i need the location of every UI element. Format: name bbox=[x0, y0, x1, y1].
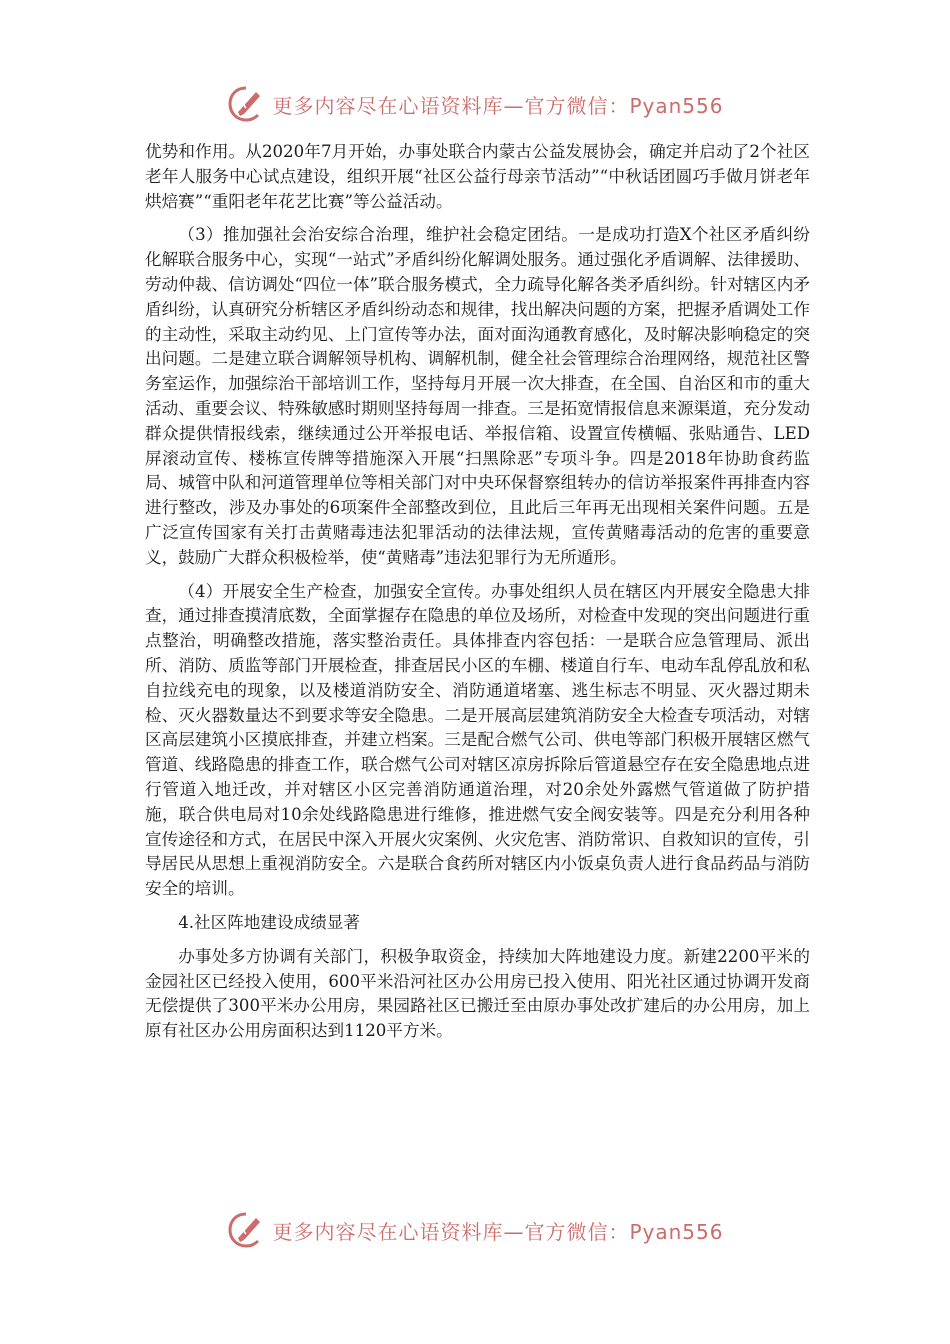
paragraph-social-security: （3）推加强社会治安综合治理，维护社会稳定团结。一是成功打造X个社区矛盾纠纷化解联合服务中心，实现“一站式”矛盾纠纷化解调处服务。通过强化矛盾调解、法律援助、劳动仲裁、信访调处“四位一体”联合服务模式，全力疏导化解各类矛盾纠纷。针对辖区内矛盾纠纷，认真研究分析辖区矛盾纠纷动态和规律，找出解决问题的方案，把握矛盾调处工作的主动性，采取主动约见、上门宣传等办法，面对面沟通教育感化，及时解决影响稳定的突出问题。二是建立联合调解领导机构、调解机制，健全社会管理综合治理网络，规范社区警务室运作，加强综治干部培训工作，坚持每月开展一次大排查，在全国、自治区和市的重大活动、重要会议、特殊敏感时期则坚持每周一排查。三是拓宽情报信息来源渠道，充分发动群众提供情报线索，继续通过公开举报电话、举报信箱、设置宣传横幅、张贴通告、LED屏滚动宣传、楼栋宣传牌等措施深入开展“扫黑除恶”专项斗争。四是2018年协助食药监局、城管中队和河道管理单位等相关部门对中央环保督察组转办的信访举报案件再排查内容进行整改，涉及办事处的6项案件全部整改到位，且此后三年再无出现相关案件问题。五是广泛宣传国家有关打击黄赌毒违法犯罪活动的法律法规，宣传黄赌毒活动的危害的重要意义，鼓励广大群众积极检举，使“黄赌毒”违法犯罪行为无所遁形。 bbox=[145, 225, 810, 567]
document-body bbox=[145, 140, 810, 1044]
header-banner bbox=[0, 82, 950, 126]
paragraph-continuation: 优势和作用。从2020年7月开始，办事处联合内蒙古公益发展协会，确定并启动了2个社区老年人服务中心试点建设，组织开展“社区公益行母亲节活动”“中秋话团圆巧手做月饼老年烘焙赛”“重阳老年花艺比赛”等公益活动。 bbox=[145, 142, 810, 211]
pen-logo-icon bbox=[226, 1210, 266, 1250]
paragraph-community-building: 办事处多方协调有关部门，积极争取资金，持续加大阵地建设力度。新建2200平米的金园社区已经投入使用，600平米沿河社区办公用房已投入使用、阳光社区通过协调开发商无偿提供了300平米办公用房，果园路社区已搬迁至由原办事处改扩建后的办公用房，加上原有社区办公用房面积达到1120平方米。 bbox=[145, 946, 810, 1041]
section-heading-community-building: 4.社区阵地建设成绩显著 bbox=[178, 912, 360, 932]
header-banner-text: 更多内容尽在心语资料库—官方微信：Pyan556 bbox=[272, 93, 724, 118]
footer-banner bbox=[0, 1208, 950, 1252]
paragraph-safety-inspection: （4）开展安全生产检查，加强安全宣传。办事处组织人员在辖区内开展安全隐患大排查，通过排查摸清底数，全面掌握存在隐患的单位及场所，对检查中发现的突出问题进行重点整治，明确整改措施，落实整治责任。具体排查内容包括：一是联合应急管理局、派出所、消防、质监等部门开展检查，排查居民小区的车棚、楼道自行车、电动车乱停乱放和私自拉线充电的现象，以及楼道消防安全、消防通道堵塞、逃生标志不明显、灭火器过期未检、灭火器数量达不到要求等安全隐患。二是开展高层建筑消防安全大检查专项活动，对辖区高层建筑小区摸底排查，并建立档案。三是配合燃气公司、供电等部门积极开展辖区燃气管道、线路隐患的排查工作，联合燃气公司对辖区凉房拆除后管道悬空存在安全隐患地点进行管道入地迁改，并对辖区小区完善消防通道治理，对20余处外露燃气管道做了防护措施，联合供电局对10余处线路隐患进行维修，推进燃气安全阀安装等。四是充分利用各种宣传途径和方式，在居民中深入开展火灾案例、火灾危害、消防常识、自救知识的宣传，引导居民从思想上重视消防安全。六是联合食药所对辖区内小饭桌负责人进行食品药品与消防安全的培训。 bbox=[145, 581, 810, 899]
footer-banner-text: 更多内容尽在心语资料库—官方微信：Pyan556 bbox=[272, 1219, 724, 1244]
pen-logo-icon bbox=[226, 84, 266, 124]
